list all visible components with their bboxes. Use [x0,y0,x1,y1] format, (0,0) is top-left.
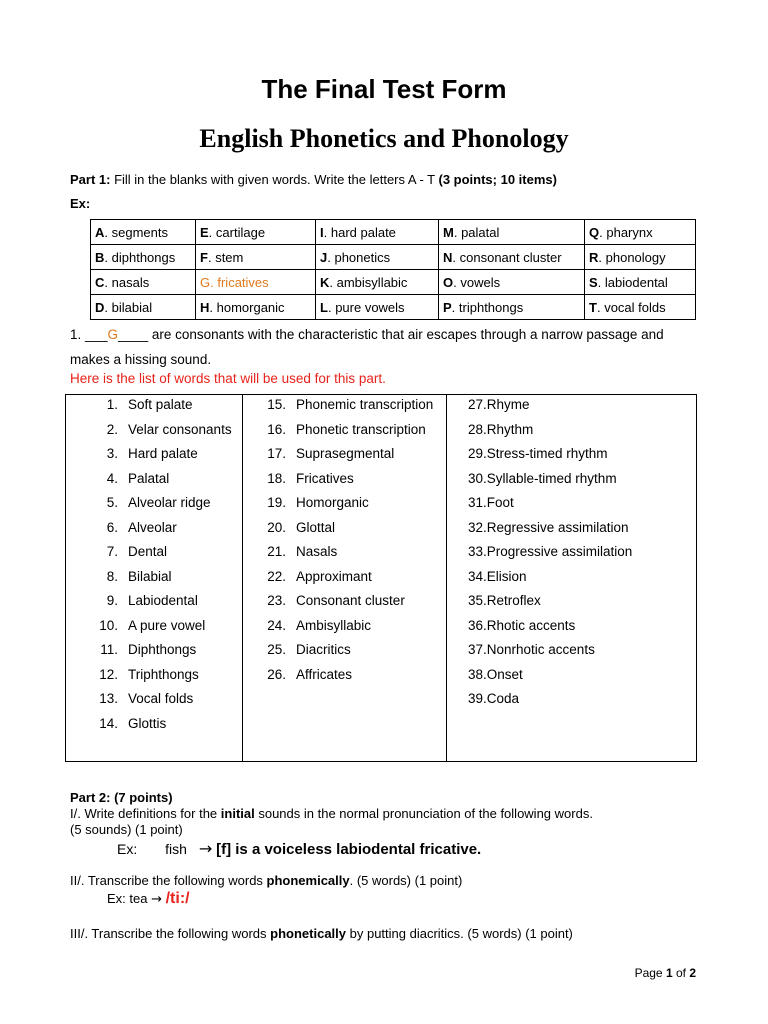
list-item [264,493,433,518]
table-cell: A. segments [91,220,196,245]
cell-letter: P [443,299,452,315]
example-text: ____ are consonants with the characteristic that air escapes through a narrow passage and [118,327,664,342]
item-number: 6. [106,519,118,535]
part2-i-text-end: sounds in the normal pronunciation of the following words. [254,806,593,821]
item-text: Nasals [296,544,338,559]
cell-word: phonetics [334,249,391,265]
item-number: 24. [267,617,286,633]
example-answer: G [107,327,119,342]
item-text: Approximant [296,568,372,584]
part2-example-1 [117,839,481,858]
list-item [66,444,232,469]
list-item [66,493,232,518]
cell-word: pure vowels [335,299,405,315]
list-item: 36.Rhotic accents [468,617,576,633]
list-item: 27.Rhyme [468,397,530,412]
table-cell: T. vocal folds [585,295,696,320]
list-item [264,591,433,616]
cell-letter: M [443,224,454,240]
table-cell: S. labiodental [585,270,696,295]
cell-word: segments [111,224,168,240]
list-item [264,444,433,469]
cell-letter: F [200,249,208,265]
arrow-right-icon: → [151,892,162,907]
part2-iii-bold: phonetically [270,926,347,941]
item-number: 9. [106,593,118,608]
list-item: 29.Stress-timed rhythm [468,446,608,461]
table-cell: B. diphthongs [91,245,196,270]
list-item [264,518,433,543]
item-text: Bilabial [128,568,172,584]
cell-word: stem [215,249,244,265]
item-number: 15. [267,397,286,412]
part2-label: Part 2: (7 points) [70,790,173,805]
cell-letter: R [589,249,599,265]
item-text: Affricates [296,666,353,682]
table-cell: Q. pharynx [585,220,696,245]
part2-ii-text: II/. Transcribe the following words [70,873,267,888]
word-list-column-1 [66,395,232,761]
example-text-line2: makes a hissing sound. [70,352,212,367]
example-question [70,322,664,372]
arrow-right-icon: → [198,839,213,858]
list-item [264,640,433,665]
list-item: 35.Retroflex [468,593,541,608]
cell-letter: O [443,274,454,290]
item-number: 5. [106,495,118,510]
part2-iii-text-end: by putting diacritics. (5 words) (1 point) [346,926,573,941]
list-item [66,518,232,543]
item-number: 3. [106,446,118,461]
item-text: Alveolar [128,519,177,535]
word-list-column-3 [468,395,632,761]
cell-word: palatal [461,224,500,240]
example-label: Ex: [70,196,91,211]
table-cell: I. hard palate [316,220,439,245]
page-number [635,966,696,980]
table-row [91,270,696,295]
item-number: 23. [267,593,286,608]
page-subtitle: English Phonetics and Phonology [199,124,569,153]
part2-i-line2: (5 sounds) (1 point) [70,822,183,837]
item-text: Consonant cluster [296,593,405,608]
item-text: Diphthongs [128,642,197,657]
cell-word: ambisyllabic [336,274,408,290]
item-number: 14. [99,715,118,731]
item-number: 19. [267,495,286,510]
page-title: The Final Test Form [261,74,507,104]
cell-letter: S [589,274,598,290]
cell-letter: T [589,299,597,315]
list-item: 31.Foot [468,495,514,510]
list-item [66,567,232,592]
cell-word: triphthongs [458,299,524,315]
list-item: 39.Coda [468,691,520,706]
cell-word: hard palate [330,224,396,240]
list-item [264,469,433,494]
table-cell: L. pure vowels [316,295,439,320]
list-item [264,542,433,567]
item-text: Dental [128,544,168,559]
page-of: of [672,966,690,980]
cell-word: nasals [111,274,150,290]
list-item [264,395,433,420]
list-item [66,469,232,494]
cell-word: cartilage [215,224,266,240]
item-text: Phonemic transcription [296,397,434,412]
part2-ii-bold: phonemically [266,873,350,888]
item-number: 2. [106,421,118,437]
word-list-column-2 [264,395,433,761]
cell-letter: E [200,224,209,240]
part2-example-2 [107,890,190,908]
item-number: 7. [106,544,118,559]
list-item: 33.Progressive assimilation [468,544,633,559]
cell-letter: B [95,249,105,265]
cell-letter: K [320,274,330,290]
cell-word: labiodental [604,274,668,290]
item-text: Homorganic [296,495,369,510]
item-text: A pure vowel [128,617,206,633]
list-item: 38.Onset [468,666,523,682]
list-item [66,420,232,445]
list-item [66,640,232,665]
list-item [264,420,433,445]
list-item [66,395,232,420]
list-item: 32.Regressive assimilation [468,519,629,535]
item-text: Vocal folds [128,691,194,706]
item-text: Diacritics [296,642,351,657]
list-item [66,591,232,616]
cell-word: vowels [460,274,501,290]
item-number: 26. [267,666,286,682]
item-number: 20. [267,519,286,535]
cell-word: vocal folds [604,299,666,315]
table-cell: H. homorganic [196,295,316,320]
cell-word: homorganic [216,299,285,315]
item-number: 22. [267,568,286,584]
item-text: Palatal [128,470,170,486]
example1-answer: [f] is a voiceless labiodental fricative. [216,841,482,858]
cell-word: diphthongs [111,249,176,265]
part1-points: (3 points; 10 items) [438,172,557,187]
item-number: 4. [106,470,118,486]
item-number: 18. [267,470,286,486]
part1-label: Part 1: [70,172,111,187]
table-cell: E. cartilage [196,220,316,245]
table-row [91,220,696,245]
item-text: Glottal [296,519,336,535]
part2-ii-text-end: . (5 words) (1 point) [349,873,463,888]
item-number: 11. [100,642,118,657]
column-divider [446,395,447,761]
table-cell: D. bilabial [91,295,196,320]
item-number: 13. [99,691,118,706]
cell-letter: L [320,299,328,315]
cell-letter: D [95,299,105,315]
example2-answer: /ti:/ [165,890,190,907]
item-number: 21. [267,544,286,559]
list-item [66,689,232,714]
cell-letter: Q [589,224,600,240]
cell-letter: I [320,224,324,240]
page-total: 2 [689,966,696,980]
list-item [264,567,433,592]
cell-letter: C [95,274,105,290]
cell-letter: N [443,249,453,265]
example2-label: Ex: tea [107,891,152,906]
word-list-box [65,394,697,762]
part2-item-1 [70,806,593,838]
item-number: 8. [106,568,118,584]
item-text: Velar consonants [128,421,232,437]
cell-word: bilabial [111,299,153,315]
item-text: Triphthongs [128,666,199,682]
table-cell: K. ambisyllabic [316,270,439,295]
table-cell: M. palatal [439,220,585,245]
table-cell: O. vowels [439,270,585,295]
cell-letter: H [200,299,210,315]
table-cell: P. triphthongs [439,295,585,320]
table-row [91,295,696,320]
page-current: 1 [665,966,673,980]
list-item [66,542,232,567]
list-item [66,616,232,641]
item-text: Phonetic transcription [296,421,426,437]
page-label: Page [634,966,666,980]
list-item [66,665,232,690]
item-number: 10. [99,617,118,633]
item-number: 25. [267,642,286,657]
list-item [66,714,232,739]
table-cell: C. nasals [91,270,196,295]
item-number: 17. [267,446,286,461]
list-item [264,616,433,641]
word-list-note: Here is the list of words that will be used for this part. [70,371,386,386]
example1-word: fish [165,841,187,857]
item-text: Ambisyllabic [296,617,372,633]
answer-letter-table [90,219,696,320]
part2-item-2 [70,873,462,889]
cell-word: pharynx [606,224,653,240]
item-number: 12. [99,666,118,682]
item-text: Suprasegmental [296,446,395,461]
table-cell: J. phonetics [316,245,439,270]
list-item [264,665,433,690]
part2-i-bold: initial [220,806,255,821]
item-text: Glottis [128,715,167,731]
cell-letter: G [200,274,211,290]
item-text: Labiodental [128,593,198,608]
table-row [91,245,696,270]
part2-i-text: I/. Write definitions for the [70,806,221,821]
table-cell: F. stem [196,245,316,270]
item-text: Soft palate [128,397,193,412]
item-number: 16. [267,421,286,437]
cell-letter: J [320,249,328,265]
part2-item-3 [70,926,573,942]
item-text: Hard palate [128,446,198,461]
list-item: 30.Syllable-timed rhythm [468,470,617,486]
example1-label: Ex: [117,841,138,857]
item-text: Fricatives [296,470,354,486]
part2-iii-text: III/. Transcribe the following words [70,926,271,941]
table-cell: G. fricatives [196,270,316,295]
item-number: 1. [106,397,118,412]
example-number: 1. ___ [70,327,108,342]
part1-instruction-text: Fill in the blanks with given words. Write the letters A - T [110,172,439,187]
item-text: Alveolar ridge [128,495,211,510]
cell-word: phonology [605,249,666,265]
cell-word: fricatives [217,274,269,290]
part1-instruction [70,172,557,188]
list-item: 37.Nonrhotic accents [468,642,595,657]
cell-word: consonant cluster [459,249,562,265]
table-cell: N. consonant cluster [439,245,585,270]
cell-letter: A [95,224,105,240]
list-item: 34.Elision [468,568,527,584]
table-cell: R. phonology [585,245,696,270]
column-divider [242,395,243,761]
list-item: 28.Rhythm [468,421,534,437]
